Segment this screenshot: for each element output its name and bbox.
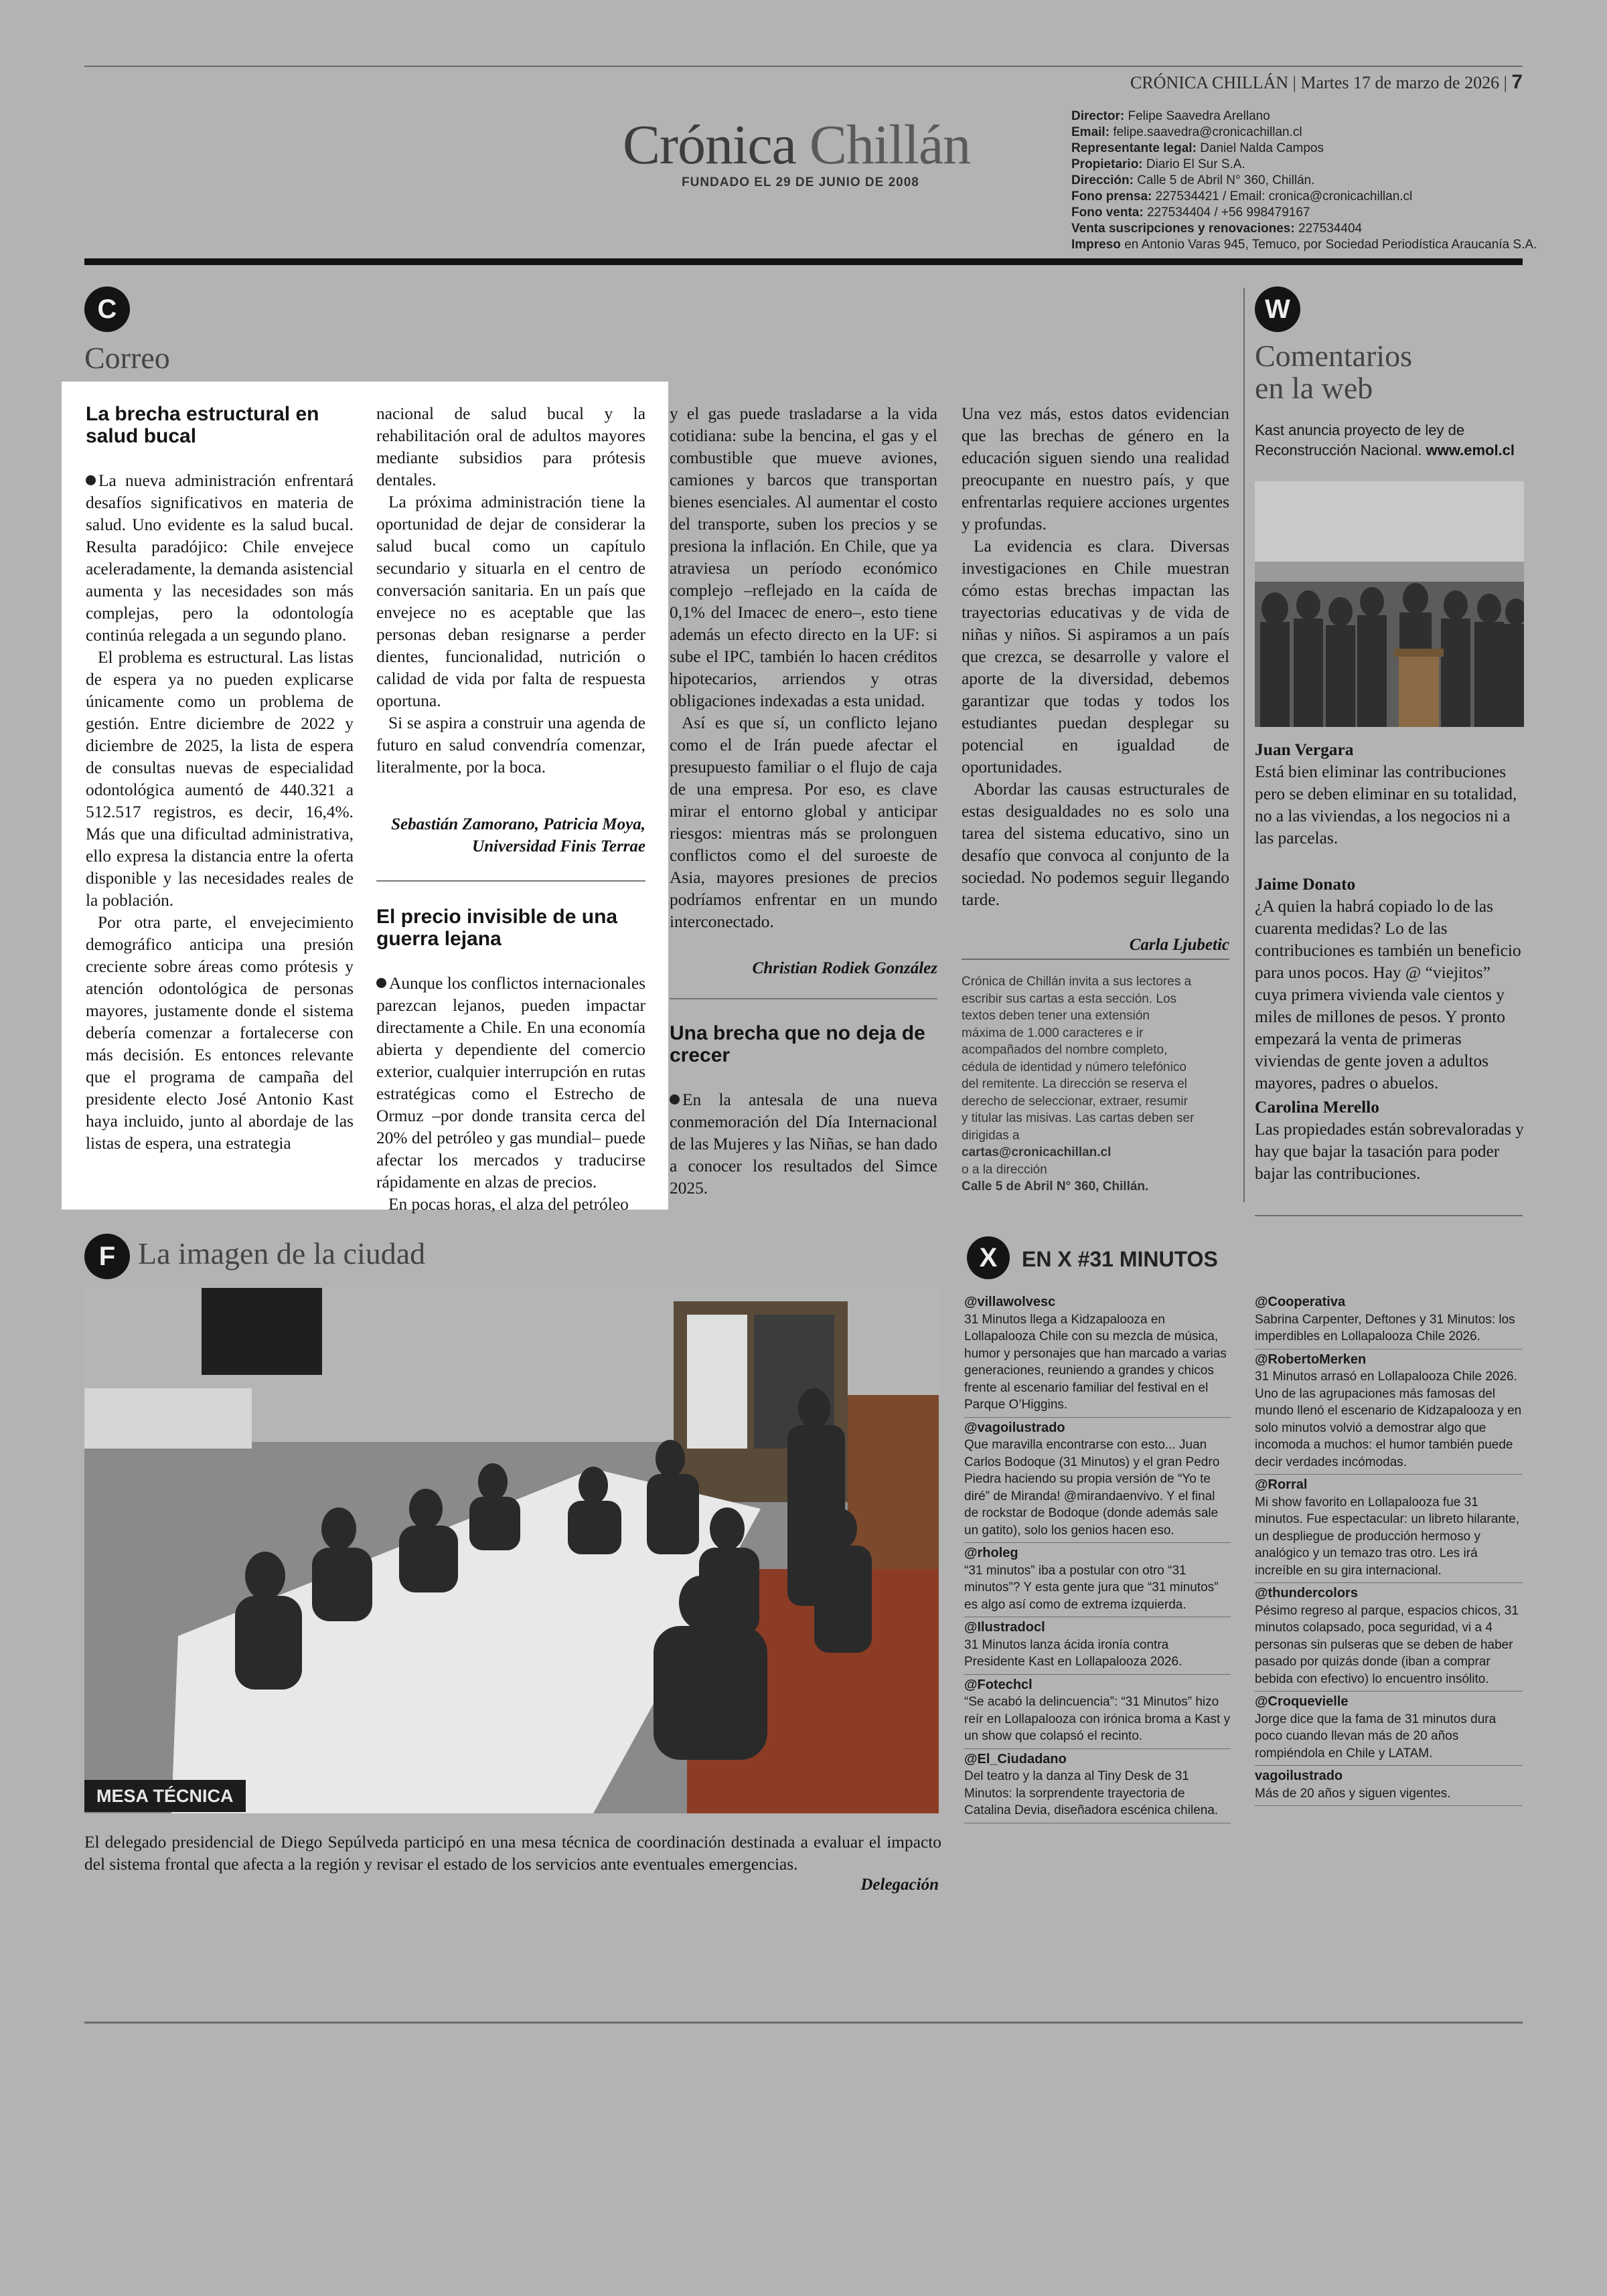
tweet-text: Más de 20 años y siguen vigentes. [1255,1786,1451,1801]
bullet-icon [376,978,386,988]
article1-signature: Sebastián Zamorano, Patricia Moya, Universidad Finis Terrae [391,815,645,855]
logo-word-cronica: Crónica [623,114,796,176]
article3-paragraph: La evidencia es clara. Diversas investigaciones en Chile muestran cómo estas brechas impactan las trayectorias educativas y de vida de niñas y niños. Si aspiramos a un país que crezca, se desarrolle y valore el aporte de la diversidad, debemos garantizar que todas y todos los estudiantes puedan desplegar su potencial en igualdad de oportunidades. [962,537,1229,776]
staff-line: Venta suscripciones y renovaciones: 227534404 [1071,222,1363,236]
article2-headline: El precio invisible de una guerra lejana [376,906,618,950]
tweet [964,1749,1231,1823]
web-section-icon: W [1255,286,1300,332]
tweet-text: Que maravilla encontrarse con esto... Juan Carlos Bodoque (31 Minutos) y el gran Pedro Piedra haciendo su propia versión de “Yo te diré” de Miranda! @mirandaenvivo. Y el final de rockstar de Bodoque (donde además sale un gatito), solo los genios hacen eso. [964,1438,1220,1538]
bullet-icon [670,1094,680,1104]
article2-paragraph: y el gas puede trasladarse a la vida cotidiana: sube la bencina, el gas y el combustible que mueve aviones, camiones y barcos que transportan bienes esenciales. Al aumentar el costo del transporte, suben los precios y se presiona la inflación. En Chile, que ya atraviesa un período económico complejo –reflejado en la caída de 0,1% del Imacec de enero–, esto tiene además un efecto directo en la UF: si sube el IPC, también lo hacen créditos hipotecarios, arriendos y otras obligaciones indexadas a esta unidad. [670,404,937,710]
correo-column-2 [376,403,645,1216]
tweet [1255,1292,1523,1349]
web-comment [1255,1096,1524,1185]
photo-credit: Delegación [860,1876,939,1894]
staff-line: Director: Felipe Saavedra Arellano [1071,109,1270,123]
correo-section-icon: C [84,286,130,332]
article1-headline: La brecha estructural en salud bucal [86,403,319,447]
folio-name: CRÓNICA CHILLÁN [1130,73,1289,92]
tweet-text: “31 minutos” iba a postular con otro “31 minutos”? Y esta gente jura que “31 minutos” es algo así como de extrema izquierda. [964,1563,1219,1612]
article2-paragraph: En pocas horas, el alza del petróleo [388,1195,629,1214]
tweet [964,1292,1231,1418]
web-comment [1255,739,1524,849]
tweet [1255,1475,1523,1583]
web-section-title: Comentarios en la web [1255,339,1413,405]
note-divider [962,959,1229,960]
tweet-handle[interactable]: @Cooperativa [1255,1295,1346,1309]
tweet-text: Del teatro y la danza al Tiny Desk de 31 Minutos: la sorprendente trayectoria de Catalina Devia, diseñadora escénica chilena. [964,1769,1219,1817]
bottom-rule [84,2022,1523,2024]
correo-column-4 [962,403,1229,956]
photo-illustration [84,1288,939,1813]
article-divider [670,998,937,999]
correo-section-title: Correo [84,341,170,375]
tweet [1255,1583,1523,1692]
tweet [964,1617,1231,1675]
tweet [1255,1349,1523,1475]
column-rule [1243,288,1245,1202]
article3-signature: Carla Ljubetic [1129,936,1229,954]
kast-announcement-photo [1255,481,1524,727]
web-comment [1255,874,1524,1094]
tweet [964,1543,1231,1617]
web-intro-link[interactable]: www.emol.cl [1426,442,1515,459]
article1-paragraph: La nueva administración enfrentará desafíos significativos en materia de salud. Uno evidente es la salud bucal. Resulta paradójico: Chile envejece aceleradamente, la demanda asistencial aumenta y las necesidades son más complejas, pero la odontología continúa relegada a un segundo plano. [86,471,354,645]
article1-paragraph: El problema es estructural. Las listas de espera ya no pueden explicarse únicamente como un problema de gestión. Entre diciembre de 2022 y diciembre de 2025, la lista de espera de consultas nuevas de especialidad odontológica aumentó de 440.321 a 512.517 registros, es decir, 16,4%. Más que una dificultad administrativa, ello expresa la distancia entre la oferta disponible y las necesidades reales de la población. [86,648,354,910]
tweet-handle[interactable]: vagoilustrado [1255,1769,1343,1783]
staff-line: Fono prensa: 227534421 / Email: cronica@cronicachillan.cl [1071,189,1413,203]
comment-text: ¿A quien la habrá copiado lo de las cuarenta medidas? Lo de las contribuciones es también un beneficio para unos pocos. Hay @ “viejitos” cuya primera vivienda vale cientos y miles de millones de pesos. Y pronto empezará la venta de primeras viviendas de gente joven a adultos mayores, padres o abuelos. [1255,897,1521,1092]
tweet-handle[interactable]: @Fotechcl [964,1677,1032,1692]
tweet-handle[interactable]: @Rorral [1255,1477,1308,1492]
tweet-text: 31 Minutos lanza ácida ironía contra Presidente Kast en Lollapalooza 2026. [964,1637,1182,1669]
article2-paragraph: Aunque los conflictos internacionales parezcan lejanos, pueden impactar directamente a Chile. En una economía abierta y dependiente del comercio exterior, cualquier interrupción en rutas estratégicas como el Estrecho de Ormuz –por donde transita cerca del 20% del petróleo y gas mundial– puede afectar los mercados y traducirse rápidamente en alzas de precios. [376,974,645,1192]
page-number: 7 [1511,71,1523,93]
mesa-tecnica-photo [84,1288,939,1813]
page-folio: CRÓNICA CHILLÁN | Martes 17 de marzo de 2026 | 7 [1130,71,1523,93]
photo-caption: El delegado presidencial de Diego Sepúlveda participó en una mesa técnica de coordinación destinada a evaluar el impacto del sistema frontal que afecta a la región y revisar el estado de los servicios ante eventuales emergencias. [84,1833,941,1874]
top-rule [84,66,1523,67]
letters-email: cartas@cronicachillan.cl [962,1145,1112,1159]
web-bottom-rule [1255,1215,1523,1216]
correo-column-1 [86,403,354,1155]
staff-line: Fono venta: 227534404 / +56 998479167 [1071,206,1310,220]
comment-author: Juan Vergara [1255,740,1354,759]
comment-text: Está bien eliminar las contribuciones pero se deben eliminar en su totalidad, no a las viviendas, a los negocios ni a las parcelas. [1255,762,1517,847]
staff-line: Email: felipe.saavedra@cronicachillan.cl [1071,125,1302,139]
tweet-text: Sabrina Carpenter, Deftones y 31 Minutos: los imperdibles en Lollapalooza Chile 2026. [1255,1312,1515,1343]
article1-paragraph: Si se aspira a construir una agenda de futuro en salud convendría comenzar, literalmente, por la boca. [376,714,645,776]
tweet-text: 31 Minutos llega a Kidzapalooza en Lollapalooza Chile con su mezcla de música, humor y personajes que han marcado a varias generaciones, reuniendo a grandes y chicos frente al escenario familiar del festival en el Parque O’Higgins. [964,1312,1227,1412]
comment-author: Jaime Donato [1255,875,1356,894]
header-thick-rule [84,258,1523,265]
tweet-text: Jorge dice que la fama de 31 minutos dura poco cuando llevan más de 20 años rompiéndola en Chile y LATAM. [1255,1712,1497,1760]
tweet [1255,1766,1523,1806]
tweet [964,1418,1231,1544]
staff-line: Propietario: Diario El Sur S.A. [1071,157,1245,171]
imagen-section-icon: F [84,1234,130,1279]
staff-line: Representante legal: Daniel Nalda Campos [1071,141,1324,155]
imagen-section-title: La imagen de la ciudad [138,1236,426,1270]
photo-badge: MESA TÉCNICA [84,1780,246,1812]
article3-headline: Una brecha que no deja de crecer [670,1022,925,1066]
letters-address: Calle 5 de Abril N° 360, Chillán. [962,1179,1149,1194]
letters-note: Crónica de Chillán invita a sus lectores a escribir sus cartas a esta sección. Los textos deben tener una extensión máxima de 1.000 caracteres e ir acompañados del nombre completo, cédula de identidad y número telefónico del remitente. La dirección se reserva el derecho de seleccionar, extraer, resumir y titular las misivas. Las cartas deben ser dirigidas a cartas@cronicachillan.cl o a la dirección Calle 5 de Abril N° 360, Chillán. [962,975,1195,1194]
tweet-text: 31 Minutos arrasó en Lollapalooza Chile 2026. Uno de las agrupaciones más famosas del mundo llenó el escenario de Kidzapalooza y en solo minutos volvió a demostrar algo que incomoda a muchos: el humor también puede decir verdades incómodas. [1255,1370,1522,1469]
article2-paragraph: Así es que sí, un conflicto lejano como el de Irán puede afectar el presupuesto familiar o el flujo de caja de una empresa. Por eso, es clave mirar el entorno global y anticipar riesgos: mientras más se prolonguen conflictos como el del suroeste de Asia, mayores presiones de precios podríamos enfrentar en un mundo interconectado. [670,714,937,931]
tweet-handle[interactable]: @rholeg [964,1546,1018,1560]
photo-illustration [1255,481,1524,727]
tweet-handle[interactable]: @villawolvesc [964,1295,1056,1309]
tweet-text: “Se acabó la delincuencia”: “31 Minutos” hizo reír en Lollapalooza con irónica broma a Kast y un show que colapsó el recinto. [964,1695,1231,1743]
tweet [1255,1692,1523,1766]
article1-paragraph: La próxima administración tiene la oportunidad de dejar de considerar la salud bucal como un capítulo secundario y situarla en el centro de conversación sanitaria. En un país que envejece no es aceptable que las personas deban resignarse a perder dientes, funcionalidad, nutrición o calidad de vida por falta de respuesta oportuna. [376,493,645,710]
tweet-handle[interactable]: @vagoilustrado [964,1420,1065,1435]
founded-date: FUNDADO EL 29 DE JUNIO DE 2008 [682,175,919,189]
article3-paragraph: En la antesala de una nueva conmemoración del Día Internacional de las Mujeres y las Niñas, se han dado a conocer los resultados del Simce 2025. [670,1090,937,1198]
article3-paragraph: Una vez más, estos datos evidencian que las brechas de género en la educación siguen siendo una realidad preocupante en nuestro país, y que enfrentarlas requiere acciones urgentes y profundas. [962,404,1229,534]
x-section-title: EN X #31 MINUTOS [1022,1247,1218,1271]
logo-word-chillan: Chillán [809,114,971,176]
article3-paragraph: Abordar las causas estructurales de estas desigualdades no es solo una tarea del sistema educativo, sino un desafío que convoca al conjunto de la sociedad. No podemos seguir llegando tarde. [962,780,1229,909]
x-section-icon: X [967,1236,1010,1279]
tweet-column-2 [1255,1292,1523,1806]
correo-column-3 [670,403,937,1200]
comment-text: Las propiedades están sobrevaloradas y hay que bajar la tasación para poder bajar las contribuciones. [1255,1120,1524,1183]
web-intro: Kast anuncia proyecto de ley de Reconstrucción Nacional. www.emol.cl [1255,422,1515,459]
bullet-icon [86,475,96,485]
article2-signature: Christian Rodiek González [752,959,937,977]
staff-line: Dirección: Calle 5 de Abril N° 360, Chillán. [1071,173,1315,187]
tweet [964,1675,1231,1749]
tweet-handle[interactable]: @RobertoMerken [1255,1351,1367,1367]
newspaper-logo [623,112,970,177]
article-divider [376,880,645,882]
tweet-handle[interactable]: @El_Ciudadano [964,1751,1067,1767]
staff-line: Impreso en Antonio Varas 945, Temuco, por Sociedad Periodística Araucanía S.A. [1071,238,1537,252]
tweet-text: Mi show favorito en Lollapalooza fue 31 minutos. Fue espectacular: un libreto hilarante, un despliegue de producción hermoso y analógico y un temazo tras otro. Les irá increíble en su gira internacional. [1255,1495,1519,1578]
tweet-handle[interactable]: @Ilustradocl [964,1620,1045,1635]
folio-date: Martes 17 de marzo de 2026 [1300,73,1500,92]
tweet-handle[interactable]: @Croquevielle [1255,1694,1349,1709]
article1-paragraph: Por otra parte, el envejecimiento demográfico anticipa una presión creciente sobre áreas como prótesis y atención odontológica de personas mayores, justamente donde el sistema debería comenzar a fortalecerse con más decisión. Es entonces relevante que el programa de campaña del presidente electo José Antonio Kast haya incluido, junto al abordaje de las listas de espera, una estrategia [86,913,354,1153]
comment-author: Carolina Merello [1255,1098,1379,1117]
tweet-text: Pésimo regreso al parque, espacios chicos, 31 minutos colapsado, poca seguridad, vi a 4 personas sin pulseras que se deben de haber pasado por quizás donde (iban a comprar bebida con efectivo) lo encuentro insólito. [1255,1603,1519,1686]
tweet-column-1 [964,1292,1231,1823]
staff-box [1071,108,1537,253]
article1-paragraph: nacional de salud bucal y la rehabilitación oral de adultos mayores mediante subsidios para prótesis dentales. [376,404,645,489]
tweet-handle[interactable]: @thundercolors [1255,1586,1358,1601]
